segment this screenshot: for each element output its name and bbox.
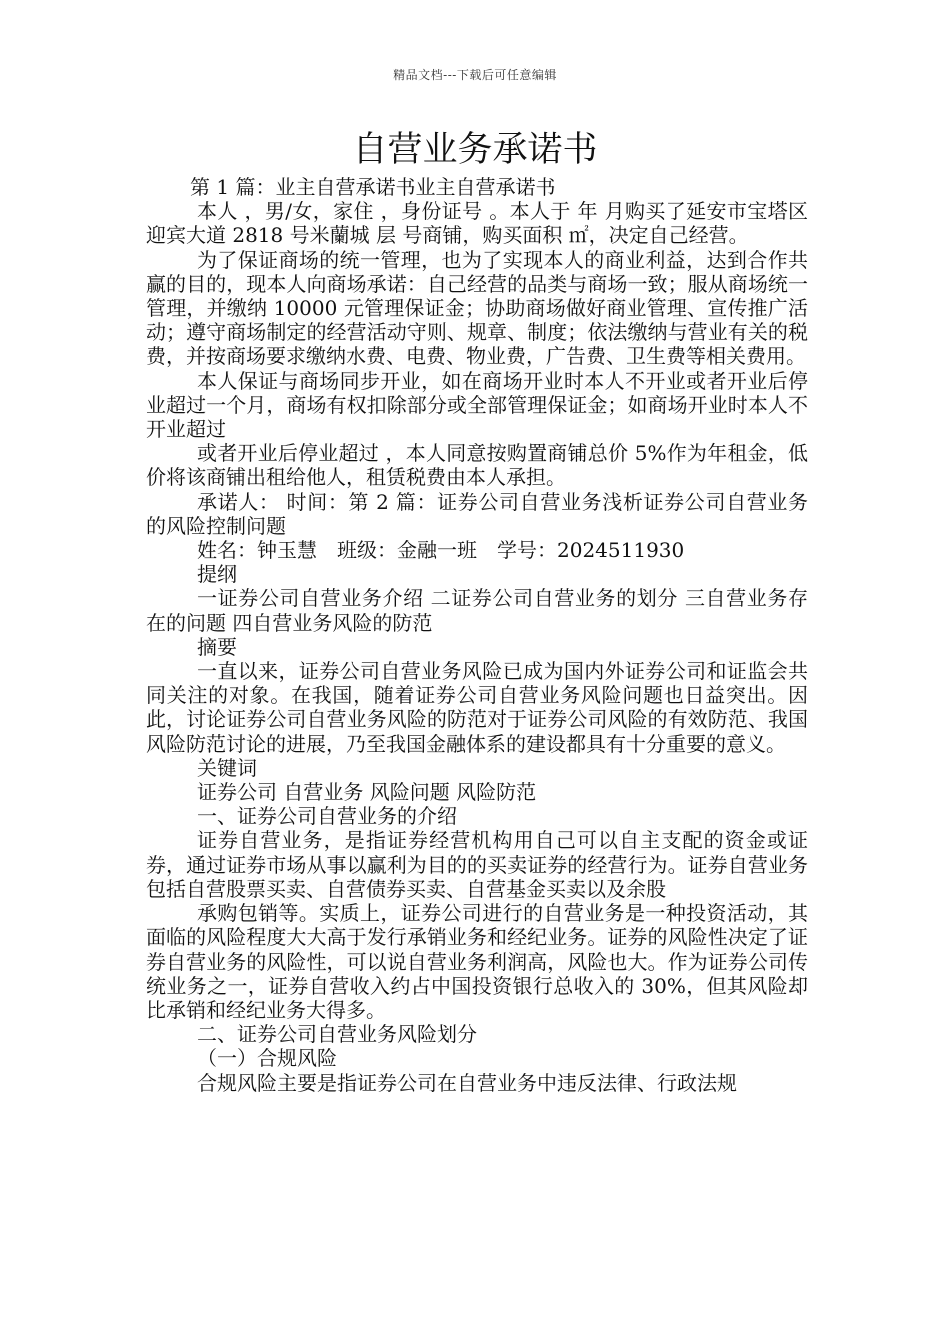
paragraph: 一证券公司自营业务介绍 二证券公司自营业务的划分 三自营业务存在的问题 四自营业务风险的防范 xyxy=(146,586,808,635)
document-body xyxy=(146,175,808,1095)
paragraph: 证券自营业务，是指证券经营机构用自己可以自主支配的资金或证券，通过证券市场从事以赢利为目的的买卖证券的经营行为。证券自营业务包括自营股票买卖、自营债券买卖、自营基金买卖以及余股 xyxy=(146,828,808,901)
document-title: 自营业务承诺书 xyxy=(352,130,598,170)
paragraph: 一直以来，证券公司自营业务风险已成为国内外证券公司和证监会共同关注的对象。在我国，随着证券公司自营业务风险问题也日益突出。因此，讨论证券公司自营业务风险的防范对于证券公司风险的有效防范、我国风险防范讨论的进展，乃至我国金融体系的建设都具有十分重要的意义。 xyxy=(146,659,808,756)
article-heading: 第 1 篇：业主自营承诺书业主自营承诺书 xyxy=(190,175,556,199)
paragraph: 本人保证与商场同步开业，如在商场开业时本人不开业或者开业后停业超过一个月，商场有权扣除部分或全部管理保证金；如商场开业时本人不开业超过 xyxy=(146,368,808,442)
paragraph: 承诺人： 时间：第 2 篇：证券公司自营业务浅析证券公司自营业务的风险控制问题 xyxy=(146,489,808,538)
paragraph: 合规风险主要是指证券公司在自营业务中违反法律、行政法规 xyxy=(197,1070,737,1095)
section-heading: 提纲 xyxy=(197,562,237,587)
author-line: 姓名：钟玉慧 班级：金融一班 学号：2024511930 xyxy=(197,538,685,563)
section-heading: 摘要 xyxy=(197,634,237,659)
subsection-heading: （一）合规风险 xyxy=(197,1046,337,1071)
page-header-note: 精品文档---下载后可任意编辑 xyxy=(393,68,557,82)
section-heading: 二、证券公司自营业务风险划分 xyxy=(197,1022,477,1047)
keywords-line: 证券公司 自营业务 风险问题 风险防范 xyxy=(197,780,537,805)
paragraph: 本人 ，男/女，家住 ，身份证号 。本人于 年 月购买了延安市宝塔区迎宾大道 2818 号米蘭城 层 号商铺，购买面积 ㎡，决定自己经营。 xyxy=(146,199,808,248)
paragraph: 承购包销等。实质上，证券公司进行的自营业务是一种投资活动，其面临的风险程度大大高于发行承销业务和经纪业务。证券的风险性决定了证券自营业务的风险性，可以说自营业务利润高，风险也大。作为证券公司传统业务之一，证券自营收入约占中国投资银行总收入的 30%，但其风险却比承销和经纪业务大得多。 xyxy=(146,901,808,1022)
paragraph: 或者开业后停业超过 ，本人同意按购置商铺总价 5%作为年租金，低价将该商铺出租给他人，租赁税费由本人承担。 xyxy=(146,441,808,490)
paragraph: 为了保证商场的统一管理，也为了实现本人的商业利益，达到合作共赢的目的，现本人向商场承诺：自己经营的品类与商场一致；服从商场统一管理，并缴纳 10000 元管理保证金；协助商场做好商业管理、宣传推广活动；遵守商场制定的经营活动守则、规章、制度；依法缴纳与营业有关的税费，并按商场要求缴纳水费、电费、物业费，广告费、卫生费等相关费用。 xyxy=(146,247,808,369)
section-heading: 一、证券公司自营业务的介绍 xyxy=(197,804,457,829)
section-heading: 关键词 xyxy=(197,755,257,780)
